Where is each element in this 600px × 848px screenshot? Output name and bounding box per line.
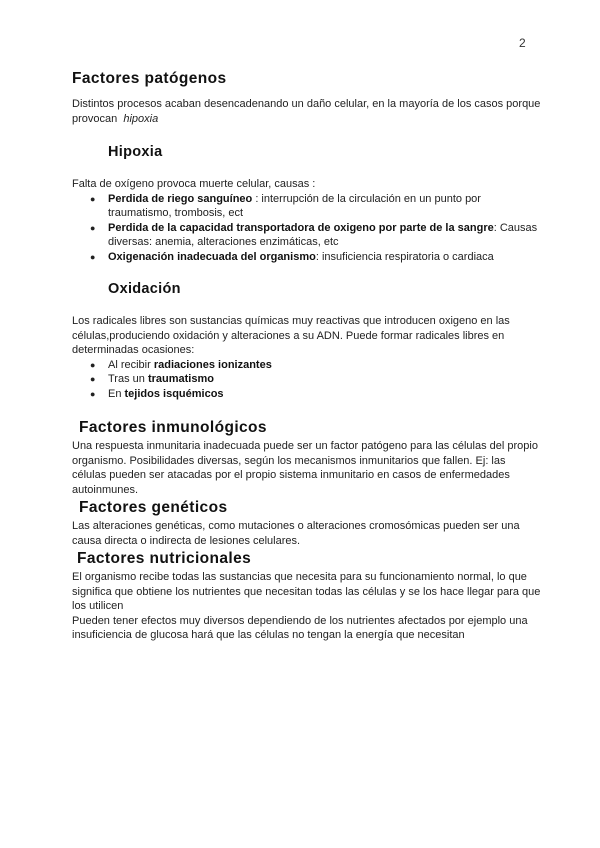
list-item-bold: tejidos isquémicos: [124, 387, 224, 400]
heading-factores-nutricionales: Factores nutricionales: [77, 550, 252, 567]
list-item: [72, 358, 542, 373]
heading-factores-inmunologicos: Factores inmunológicos: [79, 419, 267, 436]
list-item: [72, 250, 542, 265]
bullet-icon: ●: [90, 251, 96, 262]
list-item-bold: Oxigenación inadecuada del organismo: [108, 250, 316, 263]
list-item-text: En: [108, 387, 125, 400]
bullet-icon: ●: [90, 222, 96, 233]
list-item-bold: radiaciones ionizantes: [153, 358, 272, 371]
list-item-text: : interrupción de la circulación en un punto por traumatismo, trombosis, ect: [108, 192, 481, 219]
list-item-text: Al recibir: [108, 358, 154, 371]
inmunologicos-text: Una respuesta inmunitaria inadecuada puede ser un factor patógeno para las células del propio organismo. Posibilidades diversas, según los mecanismos inmunitarios que fallen. Ej: las células pueden ser atacadas por el propio sistema inmunitario en casos de enfermedades autoinmunes.: [72, 440, 538, 496]
heading-oxidacion: Oxidación: [108, 281, 181, 297]
list-item: [72, 387, 542, 402]
geneticos-text: Las alteraciones genéticas, como mutaciones o alteraciones cromosómicas pueden ser una causa directa o indirecta de lesiones celulares.: [72, 520, 520, 547]
heading-factores-patogenos: Factores patógenos: [72, 70, 227, 87]
list-item-bold: Perdida de la capacidad transportadora de oxigeno por parte de la sangre: [108, 221, 494, 234]
paragraph-patogenos: [72, 97, 542, 126]
list-item-text: : Causas diversas: anemia, alteraciones enzimáticas, etc: [108, 221, 538, 248]
heading-hipoxia: Hipoxia: [108, 144, 163, 160]
nutricionales-text-1: El organismo recibe todas las sustancias que necesita para su funcionamiento normal, lo que significa que obtiene los nutrientes que necesitan todas las células y se los hace llegar para que los utilicen: [72, 571, 541, 612]
patogenos-italic: hipoxia: [123, 112, 159, 125]
bullet-icon: ●: [90, 374, 96, 384]
heading-factores-geneticos: Factores genéticos: [79, 499, 228, 516]
list-item-bold: traumatismo: [147, 373, 214, 385]
list-item: [72, 221, 542, 250]
oxidacion-intro: Los radicales libres son sustancias químicas muy reactivas que introducen oxigeno en las células,produciendo oxidación y alteraciones a su ADN. Puede formar radicales libres en determinadas ocasiones:: [72, 315, 510, 356]
nutricionales-text-2: Pueden tener efectos muy diversos dependiendo de los nutrientes afectados por ejemplo una insuficiencia de glucosa hará que las células no tengan la energía que necesitan: [72, 614, 528, 641]
hipoxia-intro: Falta de oxígeno provoca muerte celular, causas :: [72, 178, 316, 190]
list-item-bold: Perdida de riego sanguíneo: [108, 192, 253, 205]
patogenos-text: Distintos procesos acaban desencadenando un daño celular, en la mayoría de los casos porque provocan: [72, 98, 541, 125]
list-item-text: Tras un: [108, 373, 148, 385]
list-item: [72, 372, 542, 387]
hipoxia-list: [72, 192, 542, 265]
oxidacion-list: [72, 358, 542, 402]
list-item-text: : insuficiencia respiratoria o cardiaca: [315, 250, 494, 263]
bullet-icon: ●: [90, 193, 96, 204]
bullet-icon: ●: [90, 388, 96, 399]
document-body: [72, 70, 542, 643]
page-number: 2: [519, 36, 526, 50]
list-item: [72, 192, 542, 221]
bullet-icon: ●: [90, 359, 96, 370]
